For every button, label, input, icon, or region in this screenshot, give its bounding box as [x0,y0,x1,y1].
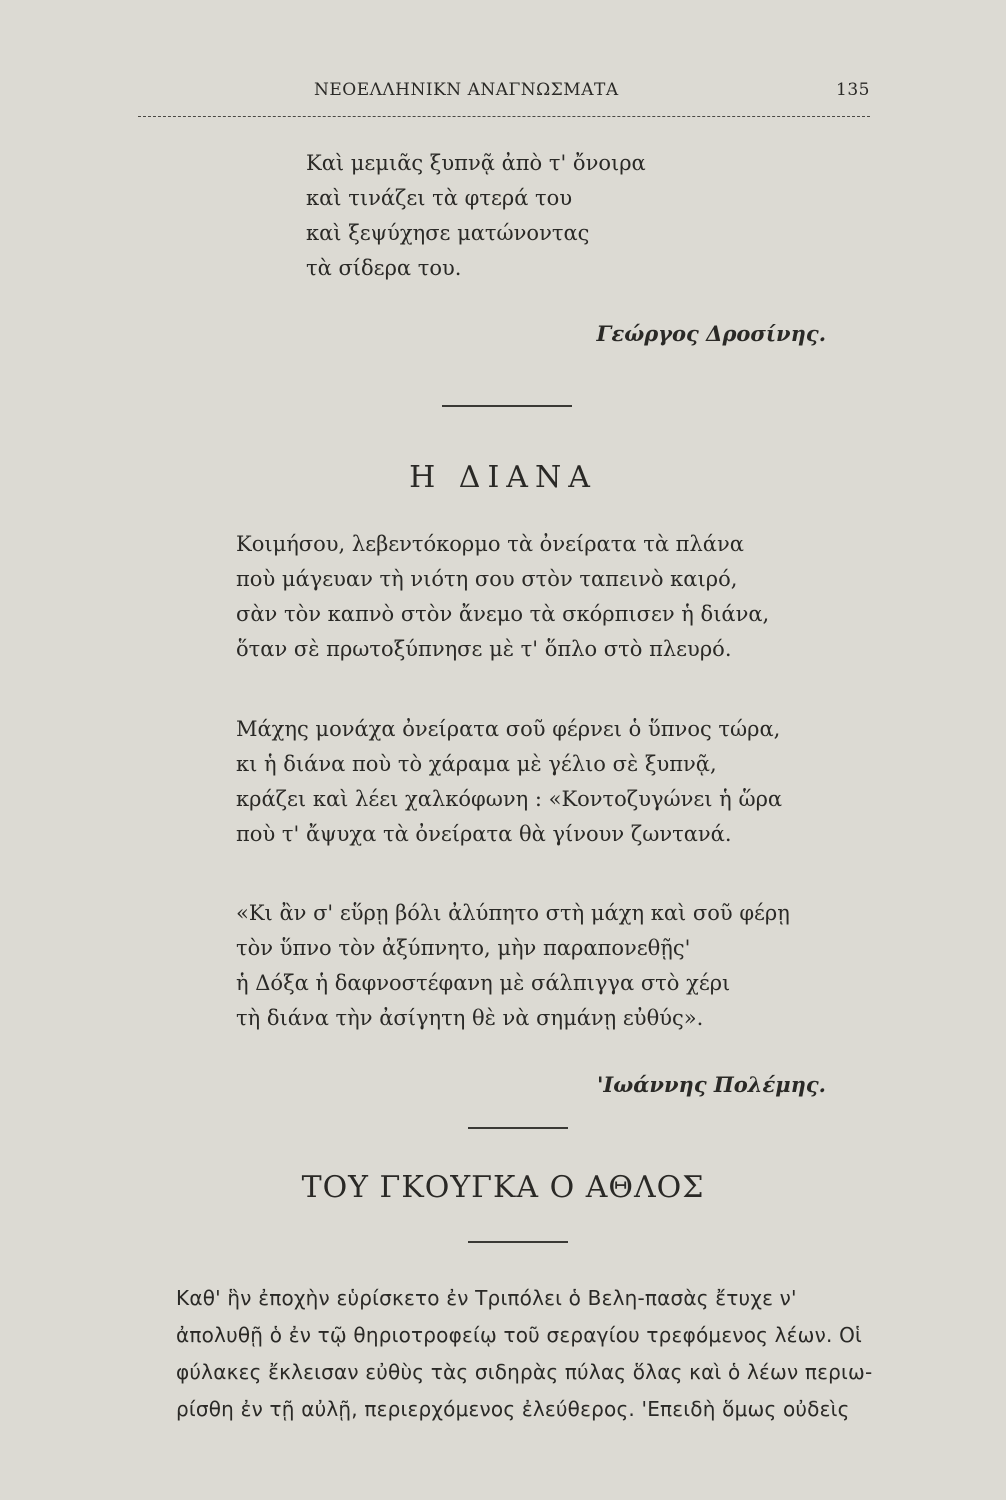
prose-line: φύλακες ἔκλεισαν εὐθὺς τὰς σιδηρὰς πύλας ὅλας καὶ ὁ λέων περιω- [176,1360,873,1384]
verse-line: τὸν ὕπνο τὸν ἀξύπνητο, μὴν παραπονεθῇς' [236,936,691,960]
verse-line: τὴ διάνα τὴν ἀσίγητη θὲ νὰ σημάνῃ εὐθύς». [236,1006,704,1030]
verse-line: σὰν τὸν καπνὸ στὸν ἄνεμο τὰ σκόρπισεν ἡ διάνα, [236,602,770,626]
verse-line: Καὶ μεμιᾶς ξυπνᾷ ἀπὸ τ' ὄνοιρα [306,151,646,175]
stanza [236,896,790,1036]
section-divider [468,1127,568,1129]
poem-ending [306,146,646,286]
page-number: 135 [836,80,870,100]
verse-line: «Κι ἂν σ' εὕρῃ βόλι ἀλύπητο στὴ μάχη καὶ σοῦ φέρῃ [236,901,790,925]
verse-line: καὶ ξεψύχησε ματώνοντας [306,221,590,245]
verse-line: Κοιμήσου, λεβεντόκορμο τὰ ὀνείρατα τὰ πλάνα [236,532,744,556]
running-title: ΝΕΟΕΛΛΗΝΙΚΝ ΑΝΑΓΝΩΣΜΑΤΑ [314,80,619,100]
section-title: ΤΟΥ ΓΚΟΥΓΚΑ Ο ΑΘΛΟΣ [301,1170,705,1205]
verse-line: ποὺ μάγευαν τὴ νιότη σου στὸν ταπεινὸ καιρό, [236,567,738,591]
author-signature: Γεώργος Δροσίνης. [596,321,826,346]
running-head [138,80,870,106]
stanza [236,712,782,852]
section-divider [442,405,572,407]
verse-line: Μάχης μονάχα ὀνείρατα σοῦ φέρνει ὁ ὕπνος τώρα, [236,717,781,741]
stanza [236,527,769,667]
prose-paragraph [176,1280,896,1428]
author-signature: 'Ιωάννης Πολέμης. [597,1072,826,1097]
header-divider [138,116,870,117]
verse-line: κι ἡ διάνα ποὺ τὸ χάραμα μὲ γέλιο σὲ ξυπνᾷ, [236,752,717,776]
prose-line: Καθ' ἣν ἐποχὴν εὑρίσκετο ἐν Τριπόλει ὁ Βελη-πασὰς ἔτυχε ν' [176,1286,797,1310]
prose-line: ρίσθη ἐν τῇ αὐλῇ, περιερχόμενος ἐλεύθερος. 'Επειδὴ ὅμως οὐδεὶς [176,1397,850,1421]
verse-line: καὶ τινάζει τὰ φτερά του [306,186,573,210]
verse-line: ἡ Δόξα ἡ δαφνοστέφανη μὲ σάλπιγγα στὸ χέρι [236,971,731,995]
verse-line: ὅταν σὲ πρωτοξύπνησε μὲ τ' ὅπλο στὸ πλευρό. [236,637,732,661]
poem-title: Η ΔΙΑΝΑ [409,460,597,495]
section-divider [468,1241,568,1243]
prose-line: ἀπολυθῇ ὁ ἐν τῷ θηριοτροφείῳ τοῦ σεραγίου τρεφόμενος λέων. Οἱ [176,1323,863,1347]
verse-line: ποὺ τ' ἄψυχα τὰ ὀνείρατα θὰ γίνουν ζωντανά. [236,822,732,846]
verse-line: τὰ σίδερα του. [306,256,462,280]
verse-line: κράζει καὶ λέει χαλκόφωνη : «Κοντοζυγώνει ἡ ὥρα [236,787,783,811]
